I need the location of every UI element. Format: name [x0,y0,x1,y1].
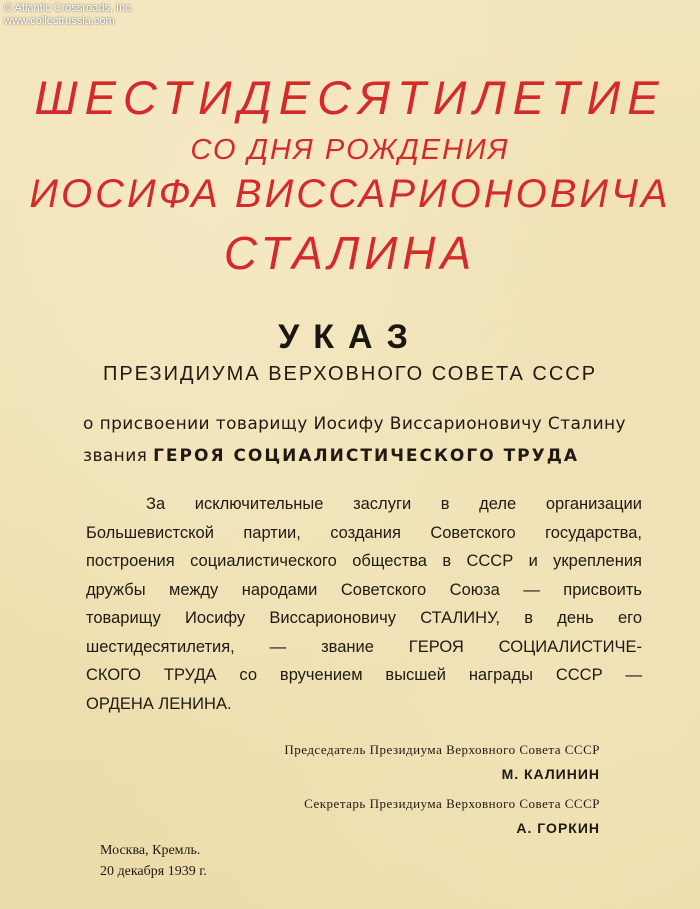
watermark-line-1: © Atlantic Crossroads, Inc. [4,2,134,14]
chairman-title: Председатель Президиума Верховного Совета СССР [284,742,600,757]
title-line-3: ИОСИФА ВИССАРИОНОВИЧА [29,172,671,216]
title-line-1: ШЕСТИДЕСЯТИЛЕТИЕ [34,71,666,124]
body-line: построения социалистического общества в СССР и укрепления [86,552,642,570]
decree-subject-emphasis: ГЕРОЯ СОЦИАЛИСТИЧЕСКОГО ТРУДА [153,446,580,466]
secretary-name: А. ГОРКИН [516,820,600,836]
body-line: товарищу Иосифу Виссарионовичу СТАЛИНУ, в день его [86,609,642,627]
decree-subject-line-2 [83,440,643,472]
decree-heading: УКАЗ [278,318,422,356]
body-line: СКОГО ТРУДА со вручением высшей награды СССР — [86,666,642,684]
place-city: Москва, Кремль. [100,843,201,858]
watermark-line-2: www.collectrussia.com [4,15,115,27]
decree-body [86,490,642,718]
decree-subject [83,408,643,472]
secretary-title: Секретарь Президиума Верховного Совета СССР [304,796,600,811]
body-line: ОРДЕНА ЛЕНИНА. [86,694,232,713]
chairman-name: М. КАЛИНИН [501,766,600,782]
body-line: За исключительные заслуги в деле организации [146,495,642,513]
decree-subject-line-1: о присвоении товарищу Иосифу Виссарионовичу Сталину [83,414,627,434]
decree-subject-prefix: звания [83,446,148,466]
body-line: Большевистской партии, создания Советского государства, [86,523,642,542]
body-line: дружбы между народами Советского Союза — присвоить [86,580,642,599]
decree-issuer: ПРЕЗИДИУМА ВЕРХОВНОГО СОВЕТА СССР [102,363,598,385]
place-and-date [100,840,207,882]
title-line-2: СО ДНЯ РОЖДЕНИЯ [190,134,510,166]
place-date: 20 декабря 1939 г. [100,864,207,879]
body-line: шестидесятилетия, — звание ГЕРОЯ СОЦИАЛИСТИЧЕ- [86,637,642,656]
copyright-watermark [4,2,134,28]
title-line-4: СТАЛИНА [223,227,477,279]
